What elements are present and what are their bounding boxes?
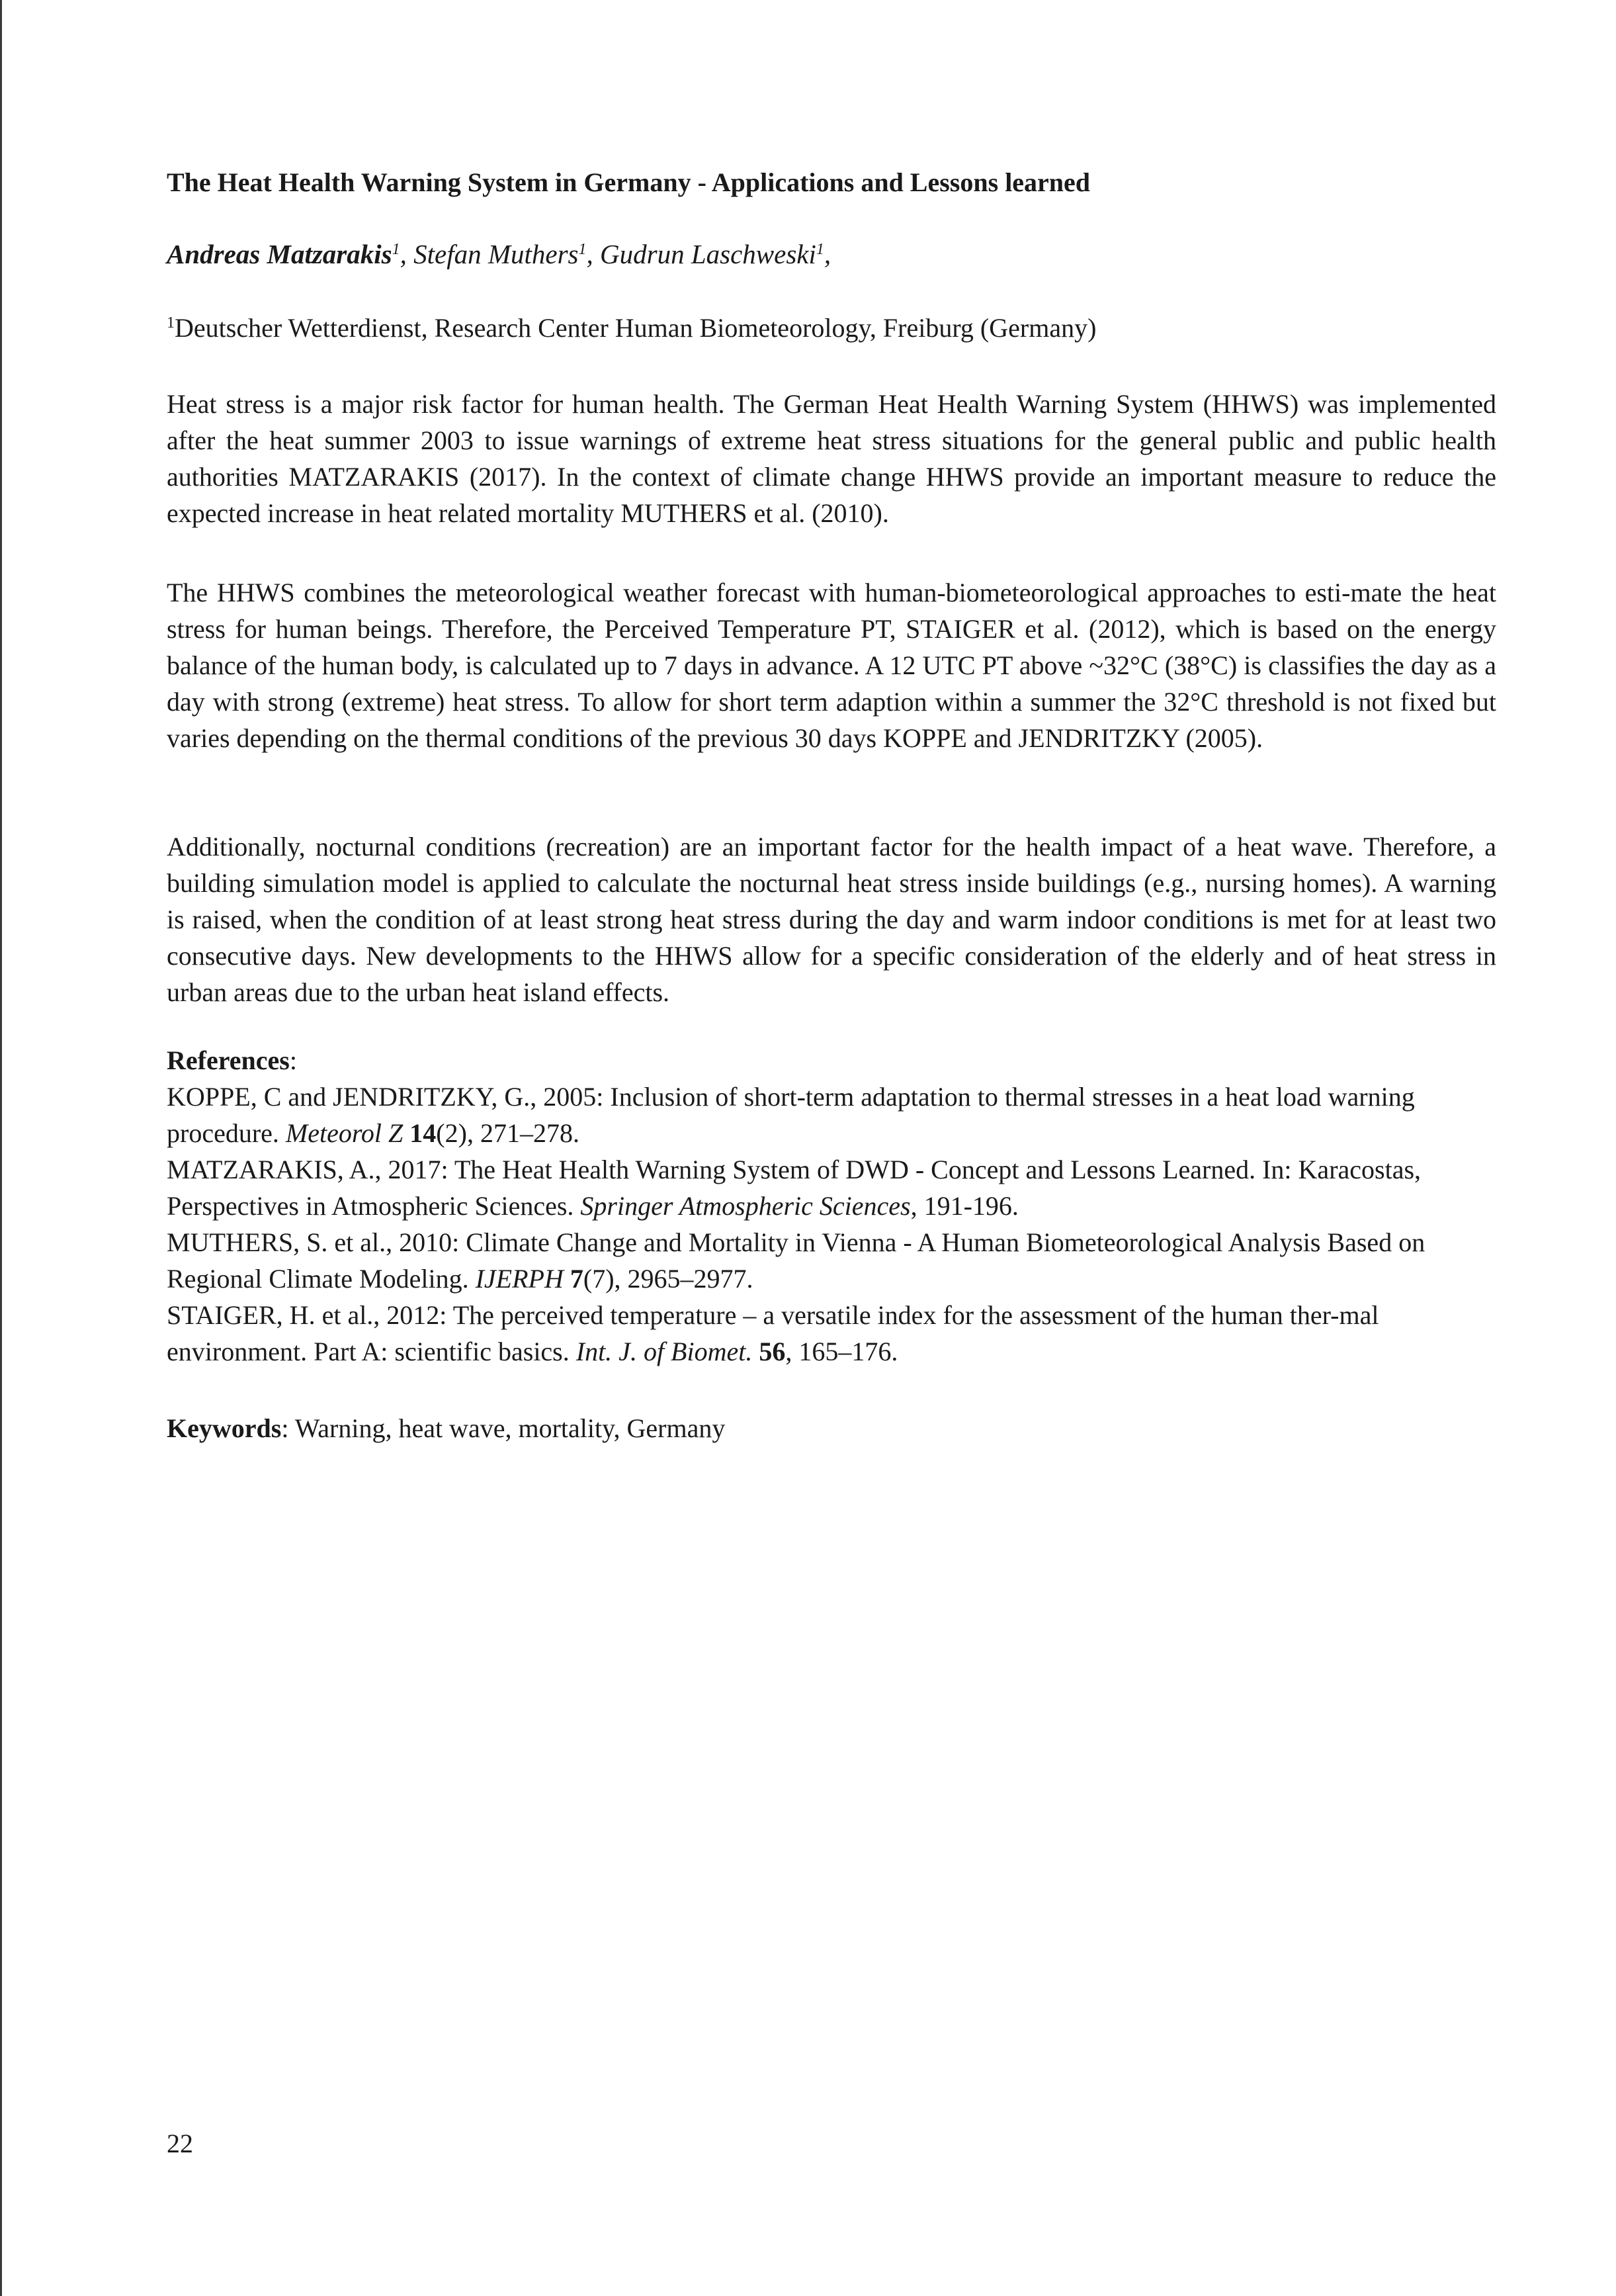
author-list xyxy=(167,237,831,271)
reference-pages: (7), 2965–2977. xyxy=(583,1264,753,1294)
scan-edge-line xyxy=(0,0,2,2296)
reference-item xyxy=(167,1151,1496,1224)
reference-pages: , 165–176. xyxy=(785,1337,898,1366)
affiliation-marker: 1 xyxy=(816,241,824,258)
references-section xyxy=(167,1042,1496,1370)
reference-journal: Meteorol Z xyxy=(285,1118,404,1148)
reference-item xyxy=(167,1297,1496,1370)
author-separator: , xyxy=(400,239,414,269)
abstract-paragraph-3: Additionally, nocturnal conditions (recreation) are an important factor for the health impact of a heat wave. Therefore, a building simulation model is applied to calculate the nocturnal heat stress inside buildings (e.g., nursing homes). A warning is raised, when the condition of at least strong heat stress during the day and warm indoor conditions is met for at least two consecutive days. New developments to the HHWS allow for a specific consideration of the elderly and of heat stress in urban areas due to the urban heat island effects. xyxy=(167,832,1496,1007)
abstract-paragraph-1: Heat stress is a major risk factor for human health. The German Heat Health Warning System (HHWS) was implemented after the heat summer 2003 to issue warnings of extreme heat stress situations for the general public and public health authorities MATZARAKIS (2017). In the context of climate change HHWS provide an important measure to reduce the expected increase in heat related mortality MUTHERS et al. (2010). xyxy=(167,389,1496,528)
reference-journal: Springer Atmospheric Sciences xyxy=(580,1191,911,1221)
reference-text: KOPPE, C and JENDRITZKY, G., 2005: Inclusion of short-term adaptation to thermal stresses in a heat load warning procedure. xyxy=(167,1082,1415,1148)
references-heading-line xyxy=(167,1042,1496,1079)
reference-volume: 56 xyxy=(752,1337,786,1366)
references-colon: : xyxy=(289,1045,297,1075)
reference-journal: Int. J. of Biomet. xyxy=(575,1337,753,1366)
author-separator: , xyxy=(824,239,831,269)
keywords-line xyxy=(167,1410,725,1446)
author-name: Gudrun Laschweski xyxy=(600,239,816,269)
keywords-label: Keywords xyxy=(167,1413,282,1443)
author-2 xyxy=(413,239,600,269)
affiliation xyxy=(167,311,1096,345)
reference-text: MUTHERS, S. et al., 2010: Climate Change and Mortality in Vienna - A Human Biometeorological Analysis Based on Regional Climate Modeling. xyxy=(167,1227,1425,1294)
reference-volume: 7 xyxy=(563,1264,583,1294)
reference-item xyxy=(167,1224,1496,1297)
reference-journal: IJERPH xyxy=(475,1264,564,1294)
reference-pages: , 191-196. xyxy=(910,1191,1019,1221)
affiliation-marker: 1 xyxy=(167,314,175,331)
author-separator: , xyxy=(586,239,601,269)
reference-pages: (2), 271–278. xyxy=(436,1118,579,1148)
affiliation-marker: 1 xyxy=(392,241,400,258)
author-1 xyxy=(167,239,413,269)
reference-volume: 14 xyxy=(403,1118,437,1148)
reference-text: MATZARAKIS, A., 2017: The Heat Health Warning System of DWD - Concept and Lessons Learned. In: Karacostas, Perspectives in Atmospheric Sciences. xyxy=(167,1155,1422,1221)
author-3 xyxy=(600,239,831,269)
affiliation-marker: 1 xyxy=(578,241,587,258)
paper-page xyxy=(167,165,1496,1443)
page-number: 22 xyxy=(167,2129,193,2158)
affiliation-text: Deutscher Wetterdienst, Research Center Human Biometeorology, Freiburg (Germany) xyxy=(175,313,1097,343)
paper-title: The Heat Health Warning System in Germany - Applications and Lessons learned xyxy=(167,167,1091,197)
reference-item xyxy=(167,1079,1496,1151)
author-name: Stefan Muthers xyxy=(413,239,579,269)
author-name: Andreas Matzarakis xyxy=(167,239,392,269)
reference-text: STAIGER, H. et al., 2012: The perceived temperature – a versatile index for the assessment of the human ther-mal environment. Part A: scientific basics. xyxy=(167,1300,1379,1366)
keywords-text: : Warning, heat wave, mortality, Germany xyxy=(281,1413,726,1443)
references-heading: References xyxy=(167,1045,290,1075)
abstract-paragraph-2: The HHWS combines the meteorological weather forecast with human-biometeorological approaches to esti-mate the heat stress for human beings. Therefore, the Perceived Temperature PT, STAIGER et al. (2012), which is based on the energy balance of the human body, is calculated up to 7 days in advance. A 12 UTC PT above ~32°C (38°C) is classifies the day as a day with strong (extreme) heat stress. To allow for short term adaption within a summer the 32°C threshold is not fixed but varies depending on the thermal conditions of the previous 30 days KOPPE and JENDRITZKY (2005). xyxy=(167,578,1496,753)
